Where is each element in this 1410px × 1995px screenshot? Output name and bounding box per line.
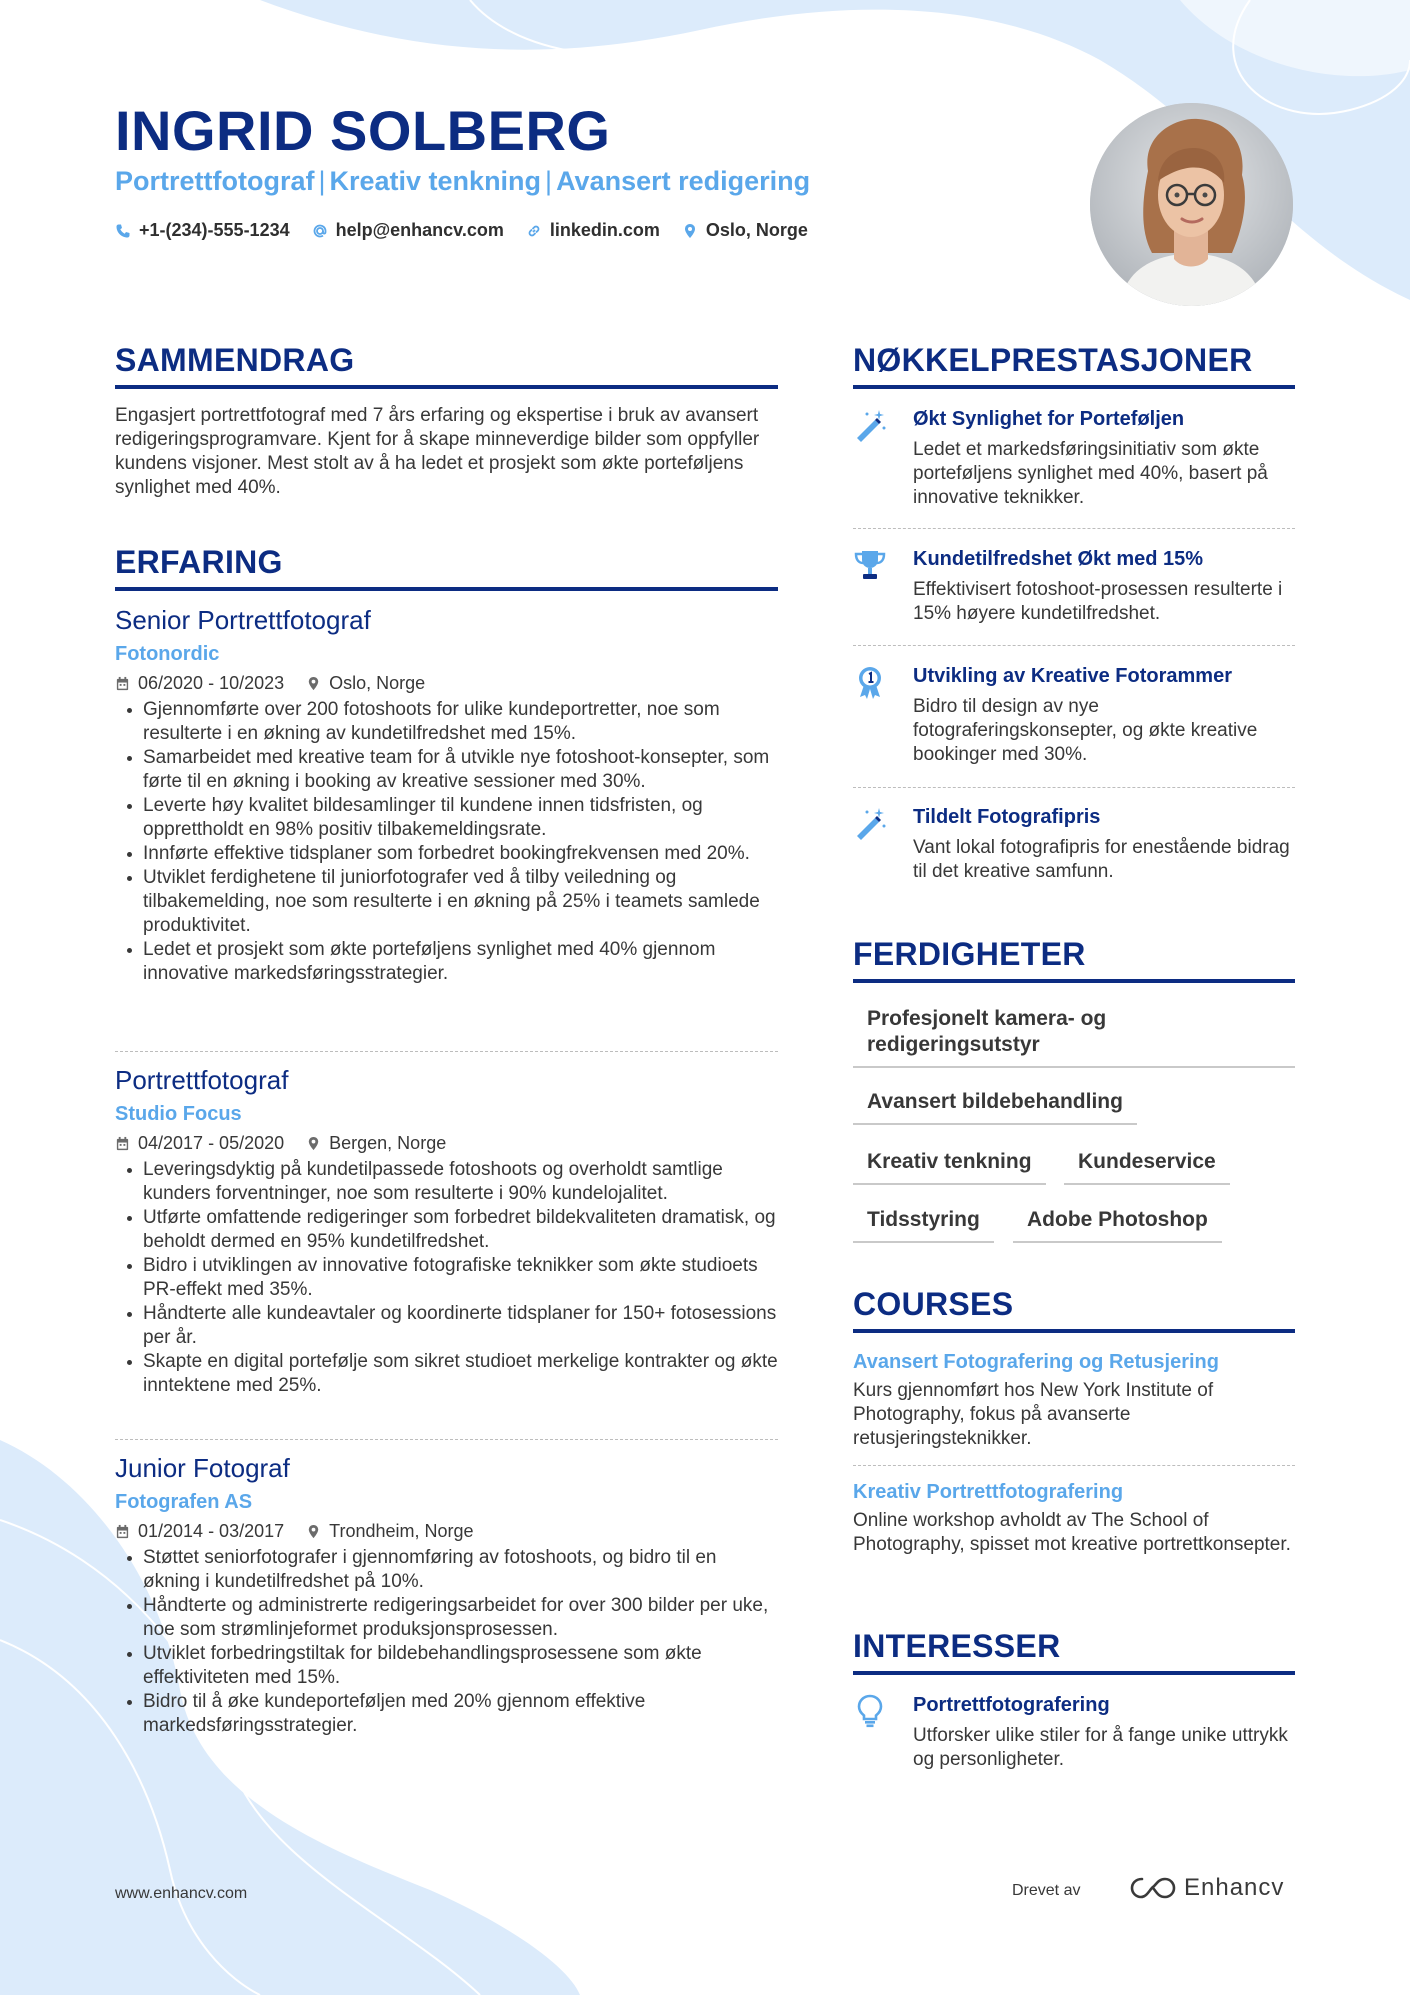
headline-separator: | (545, 166, 553, 196)
skill-tag: Kreativ tenkning (853, 1149, 1046, 1185)
lightbulb-icon (853, 1694, 887, 1728)
location-pin-icon (306, 1136, 321, 1151)
footer-powered-by: Drevet av (1012, 1882, 1081, 1899)
linkedin-contact[interactable] (526, 220, 660, 241)
job-dates (115, 1131, 284, 1155)
calendar-icon (115, 1136, 130, 1151)
section-title-summary: SAMMENDRAG (115, 342, 778, 389)
trophy-icon (853, 548, 887, 582)
summary-text: Engasjert portrettfotograf med 7 års erfaring og ekspertise i bruk av avansert redigeringsprogramvare. Kjent for å skape minneverdige bilder som oppfyller kundens visjoner. Mest stolt av å ha ledet et prosjekt som økte porteføljens synlighet med 40%. (115, 405, 760, 498)
calendar-icon (115, 1524, 130, 1539)
enhancv-logo-icon (1130, 1875, 1176, 1901)
job-bullet: Innførte effektive tidsplaner som forbedret bookingfrekvensen med 20%. (115, 842, 778, 866)
profile-photo (1090, 103, 1293, 306)
magic-wand-icon (853, 408, 887, 442)
job-dates-text: 06/2020 - 10/2023 (138, 673, 285, 693)
course-item (853, 1479, 1295, 1557)
job-entry (115, 1063, 778, 1398)
achievement-description: Vant lokal fotografipris for enestående bidrag til det kreative samfunn. (913, 837, 1290, 882)
job-location (306, 1519, 473, 1543)
achievement-title: Økt Synlighet for Porteføljen (913, 408, 1185, 430)
job-meta (115, 1131, 778, 1155)
interest-description: Utforsker ulike stiler for å fange unike uttrykk og personligheter. (913, 1725, 1288, 1770)
job-company: Fotografen AS (115, 1491, 253, 1513)
job-bullets (115, 1158, 778, 1398)
job-location-text: Trondheim, Norge (329, 1521, 474, 1541)
section-title-skills: FERDIGHETER (853, 936, 1295, 983)
entry-divider (115, 1051, 778, 1052)
job-bullet: Gjennomførte over 200 fotoshoots for ulike kundeportretter, noe som resulterte i en økning av kundetilfredshet med 15%. (115, 698, 778, 746)
skill-tag: Profesjonelt kamera- og redigeringsutstyr (853, 1006, 1295, 1068)
job-bullet: Bidro i utviklingen av innovative fotografiske teknikker som økte studioets PR-effekt med 35%. (115, 1254, 778, 1302)
job-dates (115, 671, 284, 695)
contact-info (115, 220, 808, 241)
entry-divider (853, 787, 1295, 788)
achievement-description: Effektivisert fotoshoot-prosessen resulterte i 15% høyere kundetilfredshet. (913, 579, 1283, 624)
job-bullet: Skapte en digital portefølje som sikret studioet merkelige kontrakter og økte inntektene med 25%. (115, 1350, 778, 1398)
location-pin-icon (306, 676, 321, 691)
job-title: Portrettfotograf (115, 1065, 289, 1095)
job-entry (115, 1451, 778, 1738)
headline-item: Portrettfotograf (115, 166, 315, 196)
candidate-name: INGRID SOLBERG (115, 99, 611, 162)
job-title: Junior Fotograf (115, 1453, 290, 1483)
achievement-title: Tildelt Fotografipris (913, 806, 1101, 828)
award-ribbon-icon (853, 665, 887, 699)
job-bullet: Utviklet forbedringstiltak for bildebehandlingsprosessene som økte effektiviteten med 15%. (115, 1642, 778, 1690)
portrait-image (1090, 103, 1293, 306)
job-bullets (115, 698, 778, 986)
job-meta (115, 671, 778, 695)
job-location-text: Oslo, Norge (329, 673, 426, 693)
headline (115, 166, 810, 197)
course-description: Online workshop avholdt av The School of Photography, spisset mot kreative portrettkonsepter. (853, 1510, 1291, 1555)
job-dates-text: 04/2017 - 05/2020 (138, 1133, 285, 1153)
location-pin-icon (682, 223, 698, 239)
course-description: Kurs gjennomført hos New York Institute of Photography, fokus på avanserte retusjeringsteknikker. (853, 1380, 1214, 1449)
entry-divider (853, 528, 1295, 529)
section-title-achievements: NØKKELPRESTASJONER (853, 342, 1295, 389)
job-bullet: Utførte omfattende redigeringer som forbedret bildekvaliteten dramatisk, og beholdt dermed en 95% kundetilfredshet. (115, 1206, 778, 1254)
job-bullet: Utviklet ferdighetene til juniorfotografer ved å tilby veiledning og tilbakemelding, noe som resulterte i en økning på 25% i teamets samlede produktivitet. (115, 866, 778, 938)
achievement-description: Bidro til design av nye fotograferingskonsepter, og økte kreative bookinger med 30%. (913, 696, 1258, 765)
phone-icon (115, 223, 131, 239)
interest-item (853, 1692, 1295, 1772)
email-contact[interactable] (312, 220, 504, 241)
headline-item: Avansert redigering (556, 166, 811, 196)
skill-tag: Avansert bildebehandling (853, 1089, 1137, 1125)
achievement-item (853, 406, 1295, 510)
enhancv-logo[interactable] (1130, 1874, 1284, 1902)
skill-tag: Adobe Photoshop (1013, 1207, 1222, 1243)
section-title-experience: ERFARING (115, 544, 778, 591)
job-bullet: Støttet seniorfotografer i gjennomføring av fotoshoots, og bidro til en økning i kundetilfredshet på 10%. (115, 1546, 778, 1594)
phone-number: +1-(234)-555-1234 (139, 220, 290, 240)
location-pin-icon (306, 1524, 321, 1539)
enhancv-logo-text: Enhancv (1184, 1874, 1285, 1901)
job-bullet: Bidro til å øke kundeporteføljen med 20% gjennom effektive markedsføringsstrategier. (115, 1690, 778, 1738)
headline-item: Kreativ tenkning (329, 166, 542, 196)
link-icon (526, 223, 542, 239)
course-item (853, 1349, 1295, 1451)
job-bullet: Håndterte alle kundeavtaler og koordinerte tidsplaner for 150+ fotosessions per år. (115, 1302, 778, 1350)
magic-wand-icon (853, 806, 887, 840)
interest-title: Portrettfotografering (913, 1694, 1110, 1716)
achievement-title: Kundetilfredshet Økt med 15% (913, 548, 1204, 570)
job-title: Senior Portrettfotograf (115, 605, 371, 635)
skill-tag: Tidsstyring (853, 1207, 994, 1243)
achievement-item (853, 663, 1295, 767)
course-title: Avansert Fotografering og Retusjering (853, 1351, 1219, 1373)
entry-divider (853, 645, 1295, 646)
footer-website[interactable]: www.enhancv.com (115, 1885, 248, 1902)
job-location (306, 671, 425, 695)
job-bullets (115, 1546, 778, 1738)
job-location-text: Bergen, Norge (329, 1133, 447, 1153)
job-bullet: Ledet et prosjekt som økte porteføljens synlighet med 40% gjennom innovative markedsføringsstrategier. (115, 938, 778, 986)
skill-tag: Kundeservice (1064, 1149, 1230, 1185)
at-icon (312, 223, 328, 239)
location-contact (682, 220, 808, 241)
location-text: Oslo, Norge (705, 220, 808, 240)
section-title-interests: INTERESSER (853, 1628, 1295, 1675)
calendar-icon (115, 676, 130, 691)
job-company: Studio Focus (115, 1103, 242, 1125)
section-title-courses: COURSES (853, 1286, 1295, 1333)
achievement-item (853, 546, 1295, 626)
email-address: help@enhancv.com (335, 220, 504, 240)
job-bullet: Håndterte og administrerte redigeringsarbeidet for over 300 bilder per uke, noe som strømlinjeformet produksjonsprosessen. (115, 1594, 778, 1642)
entry-divider (115, 1439, 778, 1440)
job-company: Fotonordic (115, 643, 220, 665)
achievement-title: Utvikling av Kreative Fotorammer (913, 665, 1232, 687)
job-bullet: Samarbeidet med kreative team for å utvikle nye fotoshoot-konsepter, som førte til en økning i booking av kreative sessioner med 30%. (115, 746, 778, 794)
job-meta (115, 1519, 778, 1543)
job-bullet: Leverte høy kvalitet bildesamlinger til kundene innen tidsfristen, og opprettholdt en 98% positiv tilbakemeldingsrate. (115, 794, 778, 842)
job-dates-text: 01/2014 - 03/2017 (138, 1521, 285, 1541)
linkedin-link: linkedin.com (549, 220, 660, 240)
job-location (306, 1131, 446, 1155)
job-dates (115, 1519, 284, 1543)
achievement-item (853, 804, 1295, 884)
entry-divider (853, 1465, 1295, 1466)
job-bullet: Leveringsdyktig på kundetilpassede fotoshoots og overholdt samtlige kunders forventninger, noe som resulterte i 90% kundelojalitet. (115, 1158, 778, 1206)
job-entry (115, 603, 778, 986)
course-title: Kreativ Portrettfotografering (853, 1481, 1124, 1503)
headline-separator: | (318, 166, 326, 196)
phone-contact[interactable] (115, 220, 290, 241)
achievement-description: Ledet et markedsføringsinitiativ som økte porteføljens synlighet med 40%, basert på innovative teknikker. (913, 439, 1268, 508)
